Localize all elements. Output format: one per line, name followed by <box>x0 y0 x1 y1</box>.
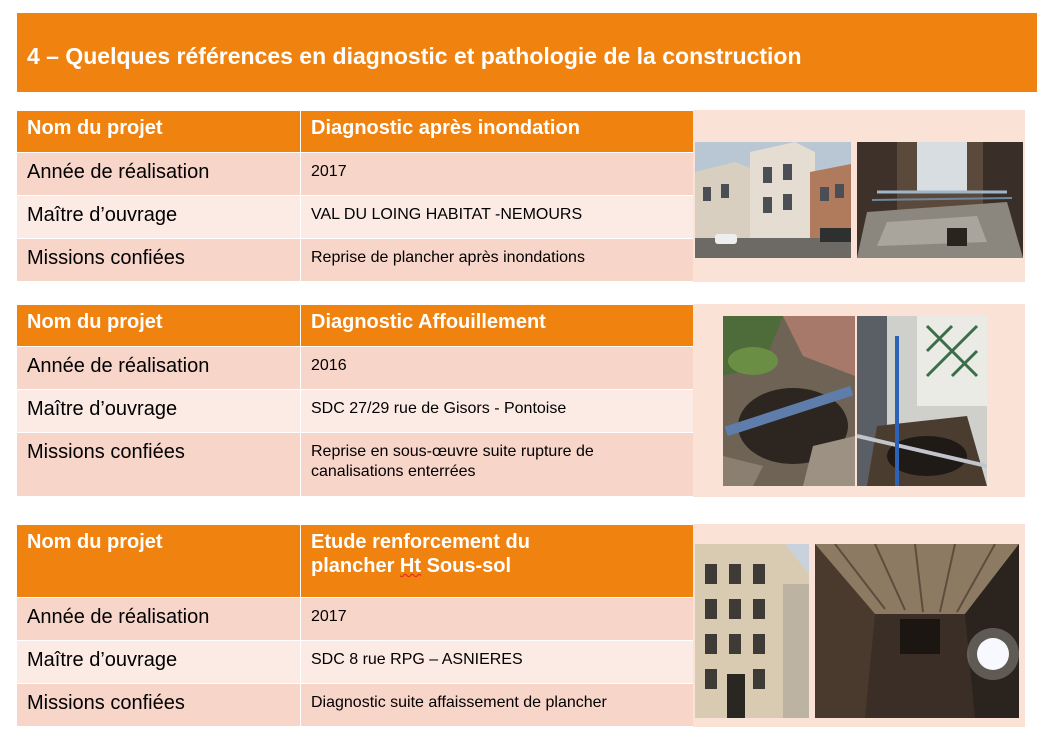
table-row <box>17 684 695 727</box>
row-label: Maître d’ouvrage <box>27 204 178 226</box>
project-table-1 <box>16 110 695 282</box>
row-value: VAL DU LOING HABITAT -NEMOURS <box>311 206 583 223</box>
building-street-photo <box>695 142 851 258</box>
row-value: Reprise de plancher après inondations <box>311 249 585 266</box>
project-table-3 <box>16 524 695 727</box>
row-value: Diagnostic suite affaissement de plancher <box>311 694 607 711</box>
project-name-label: Nom du projet <box>27 531 163 553</box>
table-row <box>17 239 695 282</box>
row-value: 2016 <box>311 357 347 374</box>
excavation-pit-photo <box>723 316 855 486</box>
table-row <box>17 641 695 684</box>
row-label: Année de réalisation <box>27 606 210 628</box>
row-label: Missions confiées <box>27 247 185 269</box>
photo-panel-2 <box>693 304 1025 497</box>
project-name-ht: Ht <box>399 555 422 577</box>
project-name-line1: Etude renforcement du <box>311 531 530 553</box>
row-label: Maître d’ouvrage <box>27 398 178 420</box>
project-header-row <box>17 111 695 153</box>
table-row <box>17 347 695 390</box>
project-header-row <box>17 525 695 598</box>
table-row <box>17 196 695 239</box>
row-label: Missions confiées <box>27 441 185 463</box>
row-label: Année de réalisation <box>27 161 210 183</box>
slide-title-bar <box>17 13 1037 92</box>
project-name: Diagnostic après inondation <box>311 117 580 139</box>
photo-panel-3 <box>693 524 1025 727</box>
row-label: Missions confiées <box>27 692 185 714</box>
project-header-row <box>17 305 695 347</box>
project-name-label: Nom du projet <box>27 117 163 139</box>
basement-ceiling-photo <box>815 544 1019 718</box>
project-name: Diagnostic Affouillement <box>311 311 546 333</box>
photo-panel-1 <box>693 110 1025 282</box>
table-row <box>17 433 695 497</box>
row-value: 2017 <box>311 163 347 180</box>
slide-title: 4 – Quelques références en diagnostic et pathologie de la construction <box>27 43 802 69</box>
flooded-floor-photo <box>857 142 1023 258</box>
row-label: Maître d’ouvrage <box>27 649 178 671</box>
row-value: 2017 <box>311 608 347 625</box>
project-name-line2c: Sous-sol <box>421 555 512 577</box>
project-name-label: Nom du projet <box>27 311 163 333</box>
project-table-2 <box>16 304 695 497</box>
table-row <box>17 390 695 433</box>
courtyard-excavation-photo <box>857 316 987 486</box>
row-label: Année de réalisation <box>27 355 210 377</box>
table-row <box>17 153 695 196</box>
table-row <box>17 598 695 641</box>
apartment-facade-photo <box>695 544 809 718</box>
row-value: SDC 27/29 rue de Gisors - Pontoise <box>311 400 567 417</box>
project-name <box>301 525 694 578</box>
project-name-line2a: plancher <box>311 555 400 577</box>
row-value: SDC 8 rue RPG – ASNIERES <box>311 651 523 668</box>
row-value: Reprise en sous-œuvre suite rupture de canalisations enterrées <box>311 443 594 480</box>
